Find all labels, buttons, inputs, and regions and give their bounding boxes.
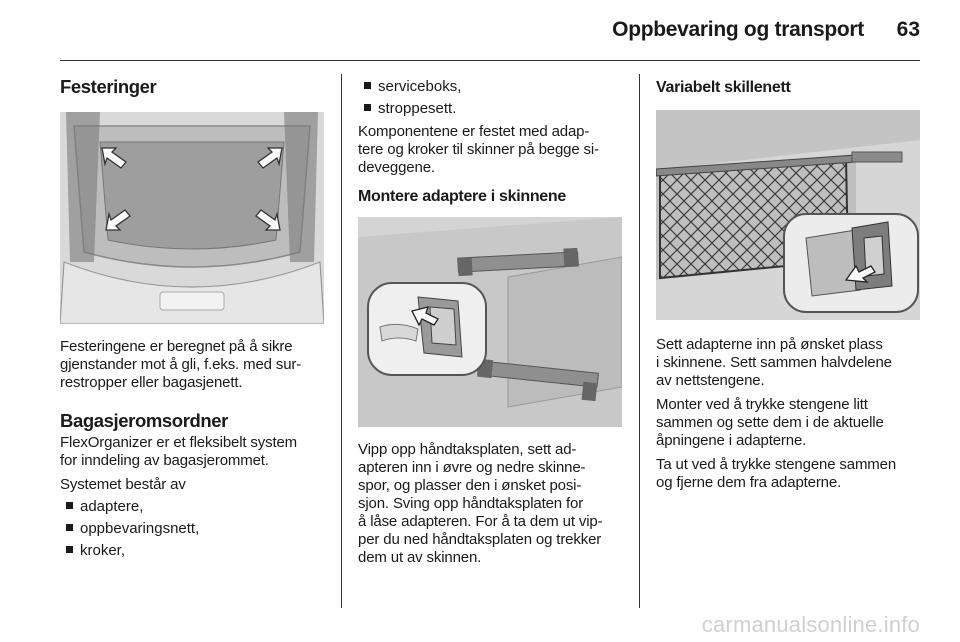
text-line: av nettstengene. — [656, 372, 765, 389]
text-line: spor, og plasser den i ønsket posi- — [358, 477, 582, 494]
text-line: apteren inn i øvre og nedre skinne- — [358, 459, 586, 476]
paragraph-remove-rods — [656, 456, 922, 492]
list-item-text: oppbevaringsnett, — [80, 520, 200, 537]
list-item — [60, 542, 326, 560]
text-line: Festeringene er beregnet på å sikre — [60, 338, 293, 355]
page-section-title: Oppbevaring og transport — [612, 18, 864, 41]
text-line: Vipp opp håndtaksplaten, sett ad- — [358, 441, 577, 458]
trunk-tie-down-rings-illustration — [60, 112, 324, 324]
header-divider — [60, 60, 920, 61]
list-item — [60, 498, 326, 516]
heading-variabelt-skillenett: Variabelt skillenett — [656, 79, 791, 96]
text-line: per du ned håndtaksplaten og trekker — [358, 531, 602, 548]
paragraph-festeringer — [60, 338, 326, 392]
text-line: gjenstander mot å gli, f.eks. med sur- — [60, 356, 302, 373]
heading-festeringer: Festeringer — [60, 76, 157, 97]
text-line: sjon. Sving opp håndtaksplaten for — [358, 495, 584, 512]
text-line: å låse adapteren. For å ta dem ut vip- — [358, 513, 603, 530]
bullet-icon — [364, 82, 371, 89]
text-line: Sett adapterne inn på ønsket plass — [656, 336, 883, 353]
watermark: carmanualsonline.info — [701, 612, 920, 637]
paragraph-insert-adapters — [656, 336, 922, 390]
bullet-icon — [66, 502, 73, 509]
list-item — [358, 78, 624, 96]
adapter-rail-illustration — [358, 217, 622, 427]
list-item-text: adaptere, — [80, 498, 144, 515]
column-1 — [60, 72, 326, 560]
text-line: for inndeling av bagasjerommet. — [60, 452, 269, 469]
text-line: Komponentene er festet med adap- — [358, 123, 590, 140]
text-line: Ta ut ved å trykke stengene sammen — [656, 456, 897, 473]
column-divider-1 — [341, 74, 342, 608]
text-line: i skinnene. Sett sammen halvdelene — [656, 354, 892, 371]
list-item — [60, 520, 326, 538]
divider-net-illustration — [656, 110, 920, 320]
list-item-text: serviceboks, — [378, 78, 462, 95]
text-line: sammen og sette dem i de aktuelle — [656, 414, 884, 431]
text-line: Monter ved å trykke stengene litt — [656, 396, 868, 413]
paragraph-flexorganizer — [60, 434, 326, 470]
column-divider-2 — [639, 74, 640, 608]
bullet-icon — [66, 524, 73, 531]
text-line: FlexOrganizer er et fleksibelt system — [60, 434, 298, 451]
list-item-text: kroker, — [80, 542, 126, 559]
paragraph-system-contents: Systemet består av — [60, 476, 186, 493]
paragraph-mount-rods — [656, 396, 922, 450]
paragraph-mounting-instructions — [358, 441, 624, 567]
text-line: og fjerne dem fra adapterne. — [656, 474, 842, 491]
text-line: deveggene. — [358, 159, 435, 176]
text-line: restropper eller bagasjenett. — [60, 374, 243, 391]
list-item-text: stroppesett. — [378, 100, 457, 117]
component-list-continued — [358, 78, 624, 118]
paragraph-components — [358, 123, 624, 177]
column-3 — [656, 72, 922, 492]
bullet-icon — [364, 104, 371, 111]
text-line: dem ut av skinnen. — [358, 549, 482, 566]
heading-bagasjeromsordner: Bagasjeromsordner — [60, 410, 228, 431]
component-list — [60, 498, 326, 560]
list-item — [358, 100, 624, 118]
text-line: tere og kroker til skinner på begge si- — [358, 141, 599, 158]
bullet-icon — [66, 546, 73, 553]
column-2 — [358, 72, 624, 567]
text-line: åpningene i adapterne. — [656, 432, 807, 449]
page-number: 63 — [896, 18, 920, 41]
heading-montere-adaptere: Montere adaptere i skinnene — [358, 188, 566, 205]
